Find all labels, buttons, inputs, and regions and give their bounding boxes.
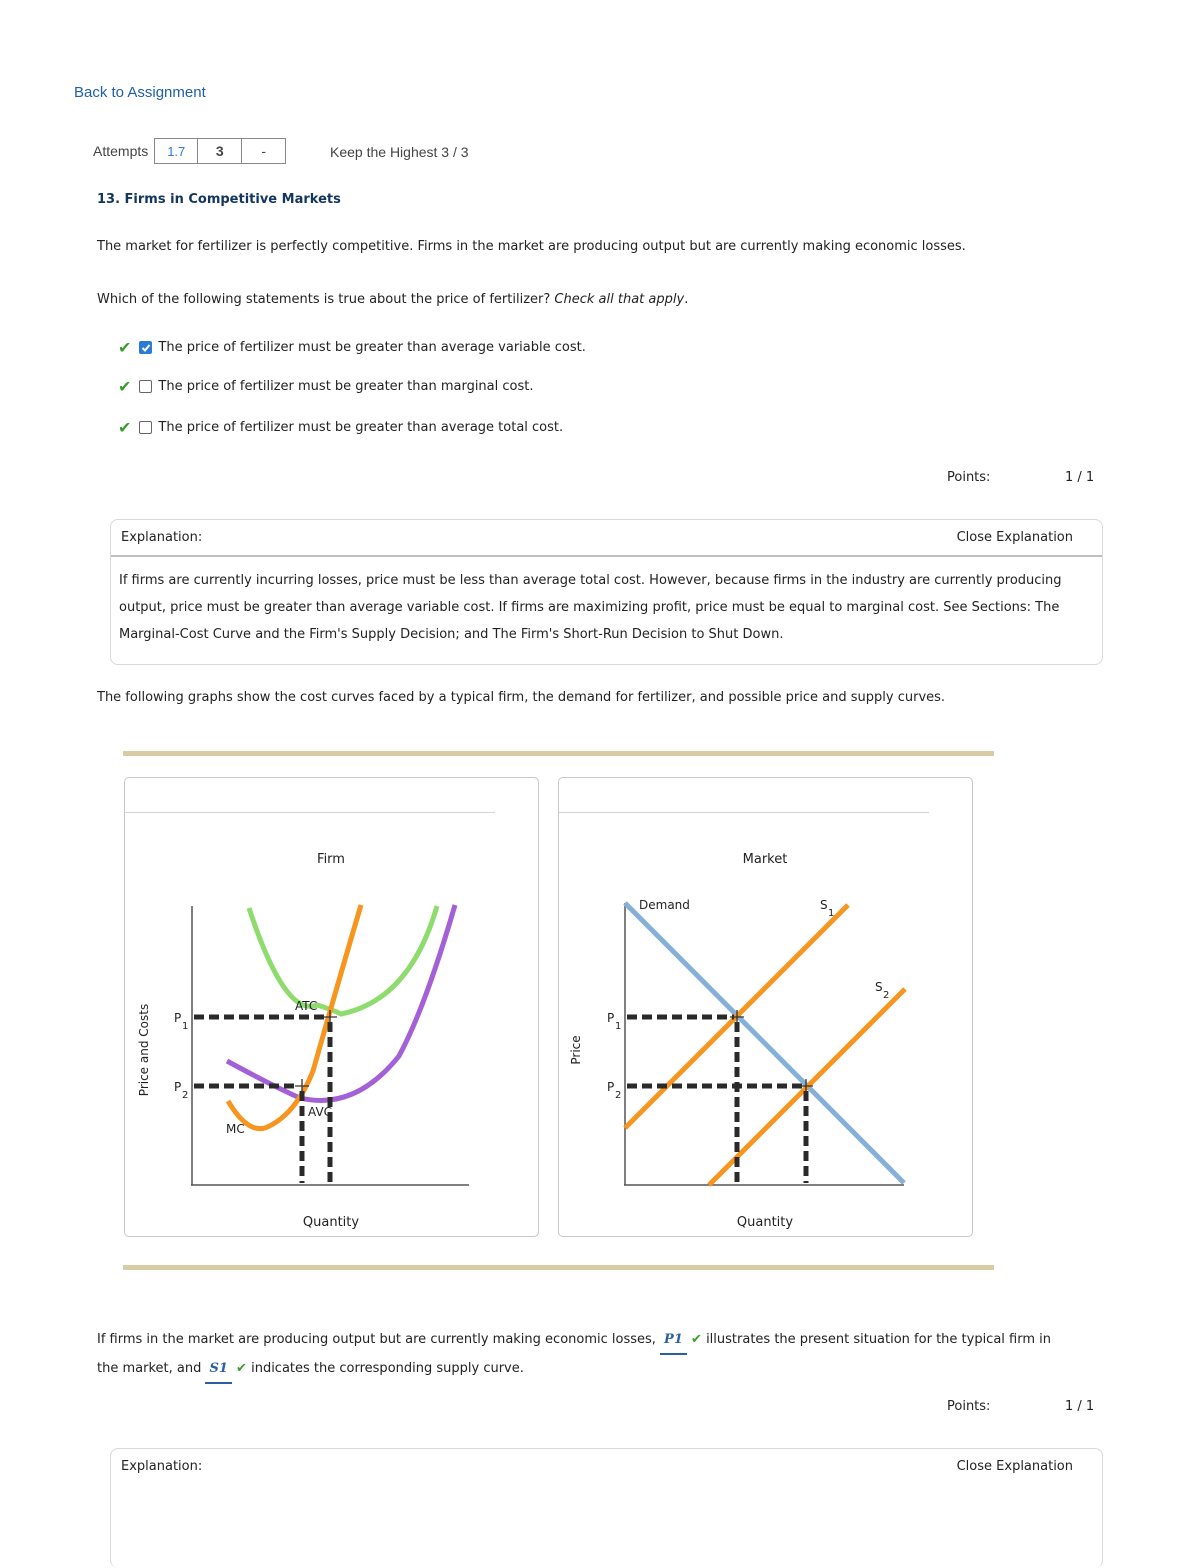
close-explanation-button[interactable]: Close Explanation <box>956 530 1073 545</box>
correct-check-icon: ✔ <box>118 418 132 437</box>
option-3[interactable] <box>118 418 563 437</box>
firm-chart-title: Firm <box>317 852 345 867</box>
answer-dropdown-1[interactable]: P1 <box>660 1326 687 1355</box>
s2-sub: 2 <box>883 990 890 1001</box>
graph-bottom-divider <box>123 1265 994 1270</box>
option-3-label: The price of fertilizer must be greater than average total cost. <box>158 420 564 435</box>
option-1-checkbox[interactable] <box>139 341 152 354</box>
firm-x-label: Quantity <box>302 1215 360 1230</box>
attempts-count-box: 3 <box>198 138 242 164</box>
firm-graph-panel <box>124 777 539 1237</box>
attempts-label: Attempts <box>93 143 149 159</box>
firm-p2-label: P <box>174 1080 182 1094</box>
option-2-label: The price of fertilizer must be greater than marginal cost. <box>158 379 534 394</box>
option-1[interactable] <box>118 338 586 357</box>
question-intro: The market for fertilizer is perfectly competitive. Firms in the market are producing output but are currently making economic losses. <box>97 239 966 254</box>
market-p1-sub: 1 <box>615 1021 622 1032</box>
s2-label: S <box>875 980 883 994</box>
market-graph-panel <box>558 777 973 1237</box>
mc-label: MC <box>226 1122 245 1136</box>
option-2[interactable] <box>118 377 534 396</box>
market-p2-label: P <box>607 1080 615 1094</box>
points-display-2: Points: 1 / 1 <box>947 1399 1095 1414</box>
market-p2-sub: 2 <box>615 1090 622 1101</box>
option-3-checkbox[interactable] <box>139 421 152 434</box>
firm-p1-label: P <box>174 1011 182 1025</box>
firm-p1-sub: 1 <box>182 1021 189 1032</box>
graph-top-divider <box>123 751 994 756</box>
explanation-panel-1 <box>110 519 1103 665</box>
question-prompt: Which of the following statements is true about the price of fertilizer? Check all that apply. <box>97 292 689 307</box>
attempts-remaining-box: - <box>242 138 286 164</box>
market-p1-label: P <box>607 1011 615 1025</box>
attempts-row <box>93 138 286 164</box>
avc-curve <box>227 905 455 1100</box>
demand-label: Demand <box>639 898 690 912</box>
attempts-score-box: 1.7 <box>154 138 198 164</box>
correct-check-icon: ✔ <box>118 377 132 396</box>
correct-check-icon: ✔ <box>236 1361 247 1376</box>
atc-label: ATC <box>295 999 318 1013</box>
firm-p2-sub: 2 <box>182 1090 189 1101</box>
explanation-text: If firms are currently incurring losses, price must be less than average total cost. However, because firms in the industry are currently producing output, price must be greater than average variable cost. If firms are maximizing profit, price must be equal to marginal cost. See Sections: The Marginal-Cost Curve and the Firm's Supply Decision; and The Firm's Short-Run Decision to Shut Down. <box>119 573 1062 642</box>
option-1-label: The price of fertilizer must be greater than average variable cost. <box>158 340 586 355</box>
points-display-1: Points: 1 / 1 <box>947 470 1095 485</box>
firm-y-label: Price and Costs <box>137 1003 151 1097</box>
back-to-assignment-link[interactable]: Back to Assignment <box>74 84 206 101</box>
market-y-label: Price <box>569 1035 583 1065</box>
close-explanation-button[interactable]: Close Explanation <box>956 1459 1073 1474</box>
s1-sub: 1 <box>828 908 835 919</box>
correct-check-icon: ✔ <box>691 1332 702 1347</box>
firm-chart <box>125 778 538 1236</box>
avc-label: AVC <box>308 1105 333 1119</box>
market-chart <box>559 778 972 1236</box>
keep-highest-text: Keep the Highest 3 / 3 <box>330 144 469 160</box>
explanation-label: Explanation: <box>121 530 203 545</box>
correct-check-icon: ✔ <box>118 338 132 357</box>
explanation-label: Explanation: <box>121 1459 203 1474</box>
demand-curve <box>625 903 904 1183</box>
graphs-intro-text: The following graphs show the cost curves faced by a typical firm, the demand for fertilizer, and possible price and supply curves. <box>97 690 946 705</box>
question-title: 13. Firms in Competitive Markets <box>97 192 341 207</box>
option-2-checkbox[interactable] <box>139 380 152 393</box>
explanation-panel-2 <box>110 1448 1103 1568</box>
answer-dropdown-2[interactable]: S1 <box>205 1355 231 1384</box>
market-x-label: Quantity <box>736 1215 794 1230</box>
s1-label: S <box>820 898 828 912</box>
market-chart-title: Market <box>742 852 788 867</box>
fill-in-question: If firms in the market are producing output but are currently making economic losses, P1 ✔ illustrates the present situation for the typical firm in the market, and S1 ✔ indicates the corresponding supply curve. <box>97 1326 1097 1384</box>
